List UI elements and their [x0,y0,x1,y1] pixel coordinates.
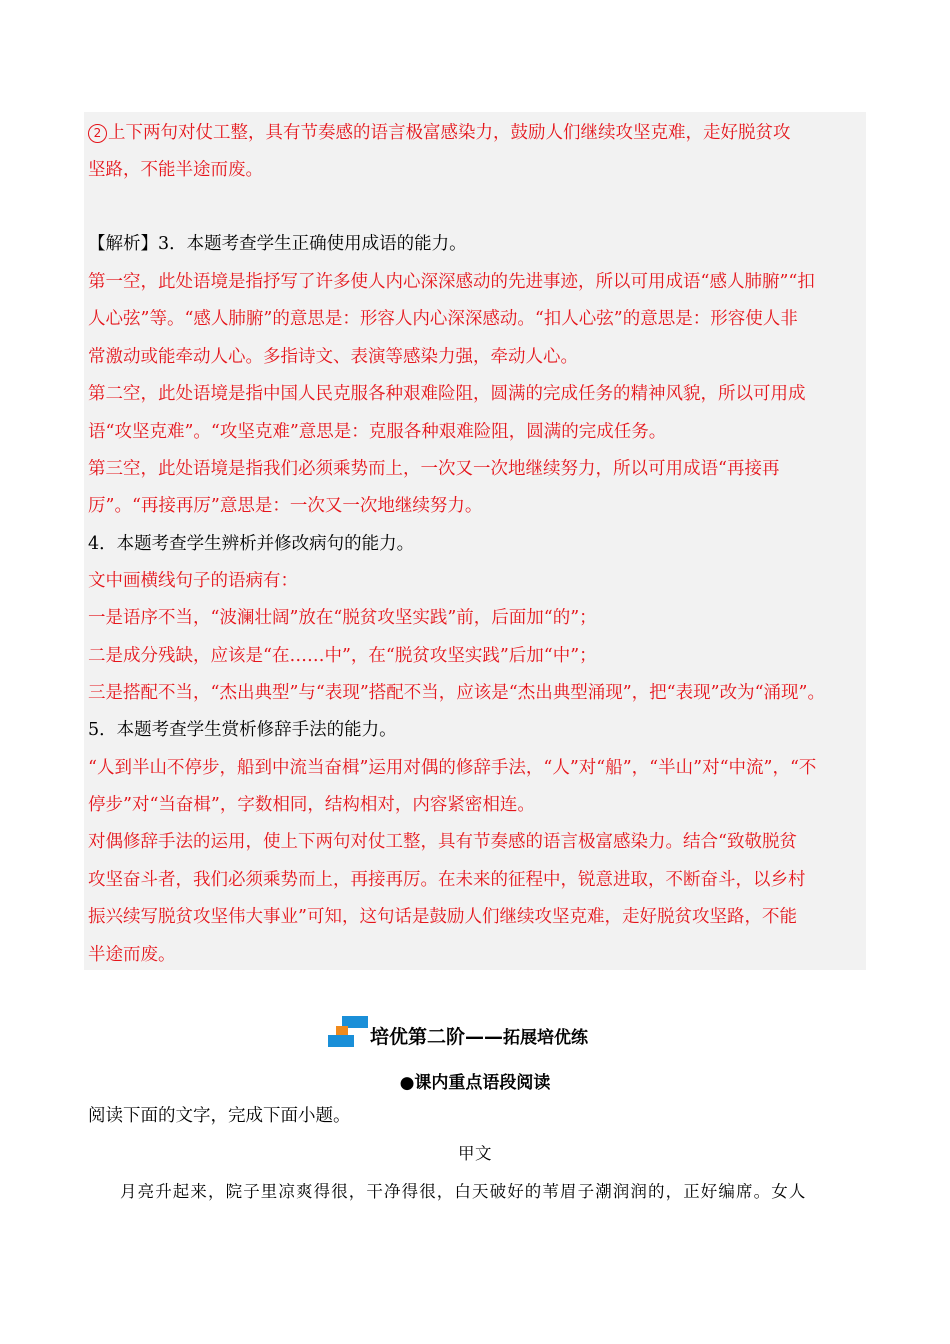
answer-line: 厉”。“再接再厉”意思是：一次又一次地继续努力。 [88,496,483,516]
answer-line: 5．本题考查学生赏析修辞手法的能力。 [88,720,397,740]
answer-line: 【解析】3．本题考查学生正确使用成语的能力。 [88,234,467,254]
answer-line [88,121,791,145]
answer-line-text: 上下两句对仗工整，具有节奏感的语言极富感染力，鼓励人们继续攻坚克难，走好脱贫攻 [108,123,791,143]
section-logo-icon [328,1016,370,1050]
answer-line: 攻坚奋斗者，我们必须乘势而上，再接再厉。在未来的征程中，锐意进取，不断奋斗，以乡村 [88,870,806,890]
answer-line: 人心弦”等。“感人肺腑”的意思是：形容人内心深深感动。“扣人心弦”的意思是：形容使人非 [88,309,798,329]
answer-line: “人到半山不停步，船到中流当奋楫”运用对偶的修辞手法，“人”对“船”，“半山”对“中流”，“不 [88,758,817,778]
passage-first-line: 月亮升起来，院子里凉爽得很，干净得很，白天破好的苇眉子潮润润的，正好编席。女人 [120,1182,807,1201]
instruction-text: 阅读下面的文字，完成下面小题。 [88,1106,351,1126]
answer-line: 对偶修辞手法的运用，使上下两句对仗工整，具有节奏感的语言极富感染力。结合“致敬脱贫 [88,832,797,852]
section-title: 培优第二阶——拓展培优练 [370,1026,589,1048]
answer-line: 文中画横线句子的语病有： [88,571,298,591]
answer-line: 第二空，此处语境是指中国人民克服各种艰难险阻，圆满的完成任务的精神风貌，所以可用成 [88,384,806,404]
passage-title: 甲文 [458,1144,492,1163]
answer-line: 坚路，不能半途而废。 [88,160,263,180]
answer-line: 一是语序不当，“波澜壮阔”放在“脱贫攻坚实践”前，后面加“的”； [88,608,597,628]
answer-line: 二是成分残缺，应该是“在……中”，在“脱贫攻坚实践”后加“中”； [88,646,597,666]
answer-line: 4．本题考查学生辨析并修改病句的能力。 [88,534,415,554]
answer-line: 语“攻坚克难”。“攻坚克难”意思是：克服各种艰难险阻，圆满的完成任务。 [88,422,667,442]
answer-line: 三是搭配不当，“杰出典型”与“表现”搭配不当，应该是“杰出典型涌现”，把“表现”改为“涌现”。 [88,683,825,703]
answer-line: 第三空，此处语境是指我们必须乘势而上，一次又一次地继续努力，所以可用成语“再接再 [88,459,780,479]
answer-line: 停步”对“当奋楫”，字数相同，结构相对，内容紧密相连。 [88,795,535,815]
section-subtitle: ●课内重点语段阅读 [399,1073,551,1093]
section-header [328,1016,648,1050]
answer-line: 半途而废。 [88,945,176,965]
answer-line: 振兴续写脱贫攻坚伟大事业”可知，这句话是鼓励人们继续攻坚克难，走好脱贫攻坚路，不能 [88,907,797,927]
answer-line: 常激动或能牵动人心。多指诗文、表演等感染力强，牵动人心。 [88,347,578,367]
circled-number-marker: 2 [88,124,107,143]
answer-line: 第一空，此处语境是指抒写了许多使人内心深深感动的先进事迹，所以可用成语“感人肺腑”“扣 [88,272,815,292]
